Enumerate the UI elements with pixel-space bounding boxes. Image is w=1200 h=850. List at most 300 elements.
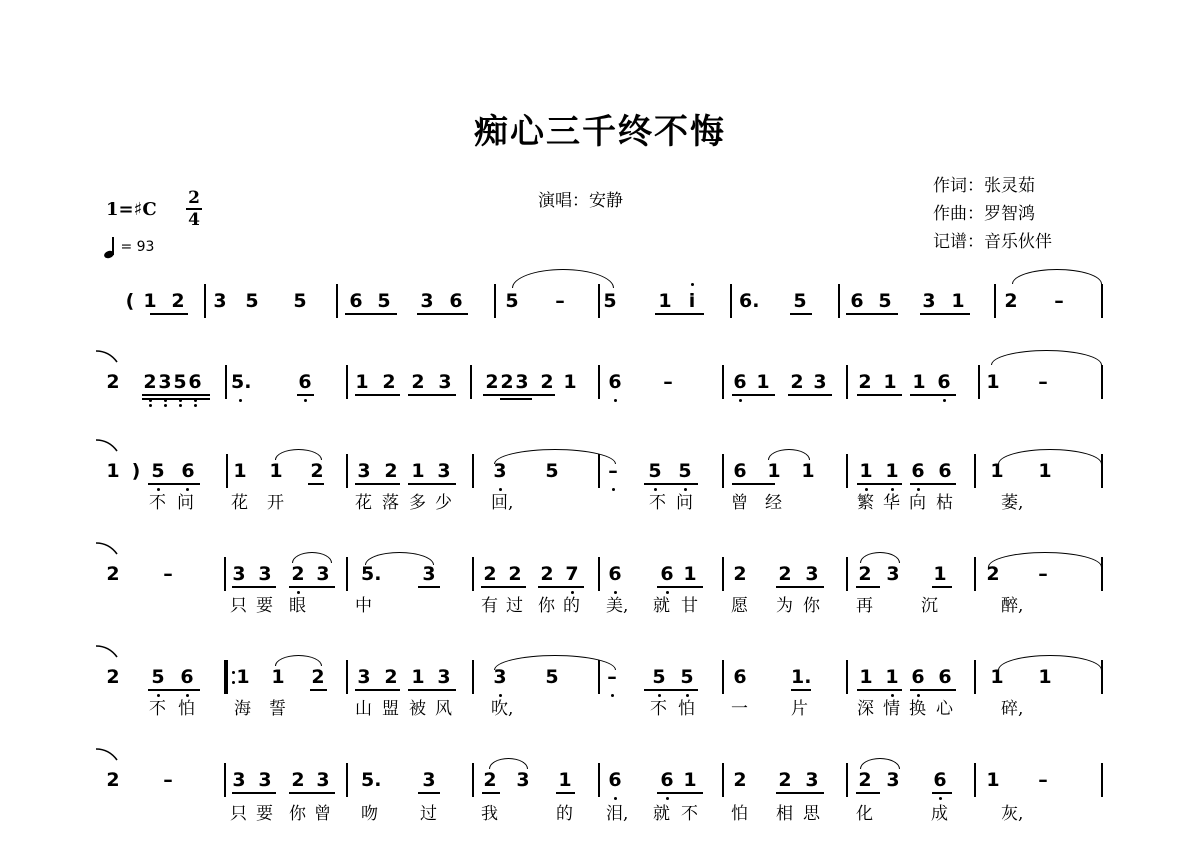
barline xyxy=(722,557,724,591)
note: 1 xyxy=(801,460,815,482)
note: 5 xyxy=(245,290,259,312)
note: 2 xyxy=(778,563,792,585)
barline xyxy=(722,763,724,797)
note: 5 xyxy=(293,290,307,312)
beam-underline xyxy=(910,483,956,485)
note: 3 xyxy=(232,769,246,791)
beam-underline xyxy=(920,313,970,315)
tie-arc xyxy=(860,758,900,769)
note: 2 xyxy=(106,371,120,393)
octave-dot xyxy=(179,404,182,407)
note: 3 xyxy=(805,563,819,585)
lyric-syllable: 风 xyxy=(435,699,452,719)
note: 5 xyxy=(680,666,694,688)
beam-underline xyxy=(776,792,824,794)
time-signature-bottom: 4 xyxy=(188,210,200,230)
note: 6 xyxy=(733,460,747,482)
note: – xyxy=(163,769,173,791)
beam-underline xyxy=(910,689,956,691)
octave-dot xyxy=(614,399,617,402)
beam-underline xyxy=(355,394,400,396)
lyric-syllable: 山 xyxy=(355,699,372,719)
beam-underline xyxy=(644,483,698,485)
beam-underline xyxy=(788,394,832,396)
note: 1 xyxy=(143,290,157,312)
lyric-syllable: 不 xyxy=(649,493,666,513)
octave-dot xyxy=(686,694,689,697)
note: 2 xyxy=(384,666,398,688)
note: 2 xyxy=(485,371,499,393)
note: 3 xyxy=(493,460,507,482)
tie-continuation-hook xyxy=(95,438,121,452)
lyric-syllable: 有 xyxy=(481,596,498,616)
lyric-syllable: 相 xyxy=(776,804,793,824)
note: 7 xyxy=(565,563,579,585)
octave-dot xyxy=(612,488,615,491)
note: – xyxy=(1038,563,1048,585)
octave-dot xyxy=(571,591,574,594)
note: 3 xyxy=(232,563,246,585)
note: – xyxy=(163,563,173,585)
note: 2 xyxy=(311,666,325,688)
lyric-syllable: 一 xyxy=(731,699,748,719)
composer-credit: 作曲：罗智鸿 xyxy=(933,204,1035,224)
lyric-syllable: 吹, xyxy=(491,699,514,719)
beam-underline xyxy=(791,689,811,691)
tie-continuation-hook xyxy=(95,349,121,363)
lyric-syllable: 繁 xyxy=(857,493,874,513)
beam-underline xyxy=(856,586,880,588)
lyric-syllable: 被 xyxy=(409,699,426,719)
note: 2 xyxy=(291,769,305,791)
lyric-syllable: 要 xyxy=(256,804,273,824)
note: 5 xyxy=(545,460,559,482)
beam-underline xyxy=(932,586,952,588)
octave-dot xyxy=(186,488,189,491)
barline xyxy=(346,557,348,591)
lyric-syllable: 回, xyxy=(491,493,514,513)
barline xyxy=(1101,365,1103,399)
note: 2 xyxy=(733,563,747,585)
note: 2 xyxy=(858,769,872,791)
beam-underline xyxy=(408,394,456,396)
note: 3 xyxy=(438,371,452,393)
note: 3 xyxy=(258,563,272,585)
song-title: 痴心三千终不悔 xyxy=(474,112,726,152)
note: 6 xyxy=(660,769,674,791)
note: 1 xyxy=(106,460,120,482)
lyric-syllable: 的 xyxy=(563,596,580,616)
lyric-syllable: 海 xyxy=(234,699,251,719)
note: 5 xyxy=(545,666,559,688)
lyric-syllable: 经 xyxy=(765,493,782,513)
beam-underline xyxy=(232,586,276,588)
lyric-syllable: 泪, xyxy=(606,804,629,824)
barline xyxy=(838,284,840,318)
barline xyxy=(346,660,348,694)
beam-underline xyxy=(142,394,210,396)
lyric-syllable: 醉, xyxy=(1001,596,1024,616)
barline xyxy=(472,763,474,797)
beam-underline xyxy=(932,792,952,794)
note: 6. xyxy=(739,290,760,312)
lyric-syllable: 化 xyxy=(856,804,873,824)
octave-dot xyxy=(891,488,894,491)
note: 2 xyxy=(540,371,554,393)
tie-arc xyxy=(860,552,900,563)
beam-underline xyxy=(857,394,902,396)
octave-dot xyxy=(297,591,300,594)
barline xyxy=(1101,284,1103,318)
note: 6 xyxy=(850,290,864,312)
beam-underline xyxy=(148,483,200,485)
lyric-syllable: 你 xyxy=(803,596,820,616)
octave-dot xyxy=(865,488,868,491)
lyric-syllable: 灰, xyxy=(1001,804,1024,824)
barline xyxy=(978,365,980,399)
note: – xyxy=(555,290,565,312)
lyricist-credit: 作词：张灵茹 xyxy=(933,176,1035,196)
barline xyxy=(346,763,348,797)
note: 2 xyxy=(540,563,554,585)
beam-underline xyxy=(857,483,902,485)
beam-underline xyxy=(289,792,335,794)
lyric-syllable: 的 xyxy=(556,804,573,824)
repeat-barline-thick xyxy=(224,660,228,694)
barline xyxy=(974,454,976,488)
note: 2 xyxy=(778,769,792,791)
note: 3 xyxy=(813,371,827,393)
note: 1 xyxy=(951,290,965,312)
note: 2 xyxy=(291,563,305,585)
octave-dot xyxy=(917,694,920,697)
barline xyxy=(336,284,338,318)
note: 2 xyxy=(310,460,324,482)
note: 6 xyxy=(660,563,674,585)
octave-dot xyxy=(149,399,152,402)
barline xyxy=(225,365,227,399)
beam-underline xyxy=(418,792,440,794)
note: 2 xyxy=(384,460,398,482)
note: 3 xyxy=(422,769,436,791)
lyric-syllable: 你 xyxy=(538,596,555,616)
note: 6 xyxy=(911,666,925,688)
note: 1 xyxy=(411,460,425,482)
note: – xyxy=(608,460,618,482)
barline xyxy=(846,763,848,797)
beam-underline xyxy=(232,792,276,794)
lyric-syllable: 就 xyxy=(653,596,670,616)
note: 1 xyxy=(233,460,247,482)
note: – xyxy=(1038,371,1048,393)
lyric-syllable: 问 xyxy=(676,493,693,513)
barline xyxy=(598,763,600,797)
note: 6 xyxy=(933,769,947,791)
note: 1 xyxy=(756,371,770,393)
octave-dot xyxy=(658,694,661,697)
lyric-syllable: 不 xyxy=(681,804,698,824)
note: 6 xyxy=(181,460,195,482)
tempo-value: = 93 xyxy=(120,239,155,255)
lyric-syllable: 曾 xyxy=(731,493,748,513)
beam-underline xyxy=(776,586,824,588)
barline xyxy=(204,284,206,318)
octave-dot xyxy=(891,694,894,697)
octave-dot xyxy=(194,399,197,402)
note: 3 xyxy=(316,769,330,791)
note: 1 xyxy=(269,460,283,482)
octave-dot xyxy=(194,404,197,407)
lyric-syllable: 我 xyxy=(481,804,498,824)
tie-arc xyxy=(494,655,616,670)
beam-underline xyxy=(732,483,775,485)
tie-arc xyxy=(768,449,810,460)
note: 6 xyxy=(180,666,194,688)
beam-underline xyxy=(408,483,456,485)
octave-dot xyxy=(939,797,942,800)
lyric-syllable: 花 xyxy=(231,493,248,513)
note: 1 xyxy=(1038,666,1052,688)
tie-arc xyxy=(991,350,1102,365)
note: 3 xyxy=(886,563,900,585)
lyric-syllable: 愿 xyxy=(731,596,748,616)
lyric-syllable: 就 xyxy=(653,804,670,824)
note: 1 xyxy=(986,371,1000,393)
tie-arc xyxy=(365,552,434,565)
lyric-syllable: 美, xyxy=(606,596,629,616)
beam-underline xyxy=(655,313,704,315)
beam-underline xyxy=(657,792,703,794)
lyric-syllable: 要 xyxy=(256,596,273,616)
beam-underline xyxy=(417,313,468,315)
barline xyxy=(346,365,348,399)
lyric-syllable: 落 xyxy=(382,493,399,513)
barline xyxy=(1101,557,1103,591)
note: 1 xyxy=(767,460,781,482)
tie-continuation-hook xyxy=(95,644,121,658)
note: 5. xyxy=(361,563,382,585)
note: 6 xyxy=(938,666,952,688)
beam-underline xyxy=(857,689,902,691)
note: 3 xyxy=(886,769,900,791)
note: 6 xyxy=(608,769,622,791)
lyric-syllable: 不 xyxy=(650,699,667,719)
barline xyxy=(226,454,228,488)
note: 5 xyxy=(603,290,617,312)
note: 2 xyxy=(483,769,497,791)
note: 2 xyxy=(411,371,425,393)
lyric-syllable: 不 xyxy=(149,699,166,719)
note: 1 xyxy=(912,371,926,393)
note: 1 xyxy=(885,666,899,688)
note: 1 xyxy=(933,563,947,585)
note: 3 xyxy=(805,769,819,791)
note: 1 xyxy=(859,460,873,482)
note: 2 xyxy=(1004,290,1018,312)
barline xyxy=(722,454,724,488)
note: 1 xyxy=(236,666,250,688)
note: 3 xyxy=(493,666,507,688)
note: 5 xyxy=(151,666,165,688)
note: ) xyxy=(131,460,141,482)
note: 1 xyxy=(411,666,425,688)
tie-arc xyxy=(988,552,1102,567)
barline xyxy=(1101,660,1103,694)
barline xyxy=(974,557,976,591)
barline xyxy=(598,557,600,591)
beam-underline xyxy=(310,689,327,691)
note: 5 xyxy=(652,666,666,688)
note: 1 xyxy=(558,769,572,791)
note: – xyxy=(1054,290,1064,312)
note: 2 xyxy=(733,769,747,791)
lyric-syllable: 盟 xyxy=(382,699,399,719)
octave-dot xyxy=(691,283,694,286)
barline xyxy=(470,365,472,399)
note: 3 xyxy=(158,371,172,393)
note: 3 xyxy=(258,769,272,791)
beam-underline xyxy=(297,394,314,396)
key-signature: 1=♯C xyxy=(106,199,157,220)
barline xyxy=(730,284,732,318)
octave-dot xyxy=(149,404,152,407)
lyric-syllable: 开 xyxy=(267,493,284,513)
tie-continuation-hook xyxy=(95,541,121,555)
note: 1 xyxy=(563,371,577,393)
note: 1 xyxy=(885,460,899,482)
note: 2 xyxy=(483,563,497,585)
lyric-syllable: 怕 xyxy=(678,699,695,719)
octave-dot xyxy=(943,399,946,402)
lyric-syllable: 情 xyxy=(883,699,900,719)
note: 6 xyxy=(608,371,622,393)
lyric-syllable: 为 xyxy=(776,596,793,616)
tie-arc xyxy=(275,449,322,460)
beam-underline xyxy=(148,689,200,691)
octave-dot xyxy=(684,488,687,491)
note: 6 xyxy=(188,371,202,393)
beam-underline xyxy=(482,792,500,794)
tie-arc xyxy=(512,269,614,288)
barline xyxy=(846,557,848,591)
note: 5 xyxy=(173,371,187,393)
lyric-syllable: 沉 xyxy=(921,596,938,616)
note: 5 xyxy=(505,290,519,312)
beam-underline xyxy=(910,394,956,396)
note: 3 xyxy=(316,563,330,585)
barline xyxy=(494,284,496,318)
note: 6 xyxy=(349,290,363,312)
octave-dot xyxy=(186,694,189,697)
octave-dot xyxy=(654,488,657,491)
tie-arc xyxy=(998,449,1102,464)
barline xyxy=(846,365,848,399)
note: 1 xyxy=(990,460,1004,482)
note: 3 xyxy=(357,460,371,482)
note: 6 xyxy=(938,460,952,482)
note: 5 xyxy=(878,290,892,312)
lyric-syllable: 片 xyxy=(791,699,808,719)
repeat-dot xyxy=(232,681,235,684)
octave-dot xyxy=(739,399,742,402)
tie-arc xyxy=(1012,269,1102,284)
barline xyxy=(1101,763,1103,797)
octave-dot xyxy=(239,399,242,402)
octave-dot xyxy=(164,404,167,407)
note: 2 xyxy=(508,563,522,585)
note: 1 xyxy=(683,563,697,585)
barline xyxy=(346,454,348,488)
note: – xyxy=(663,371,673,393)
barline xyxy=(224,763,226,797)
note: 5 xyxy=(648,460,662,482)
note: 2 xyxy=(171,290,185,312)
note: 1 xyxy=(1038,460,1052,482)
octave-dot xyxy=(917,488,920,491)
note: 2 xyxy=(858,563,872,585)
note: 6 xyxy=(911,460,925,482)
note: 1 xyxy=(658,290,672,312)
lyric-syllable: 只 xyxy=(230,804,247,824)
note: 6 xyxy=(733,371,747,393)
beam-underline xyxy=(732,394,775,396)
octave-dot xyxy=(499,488,502,491)
note: 2 xyxy=(106,666,120,688)
note: 3 xyxy=(516,769,530,791)
octave-dot xyxy=(179,399,182,402)
note: 2 xyxy=(790,371,804,393)
beam-underline xyxy=(790,313,812,315)
lyric-syllable: 吻 xyxy=(361,804,378,824)
lyric-syllable: 少 xyxy=(435,493,452,513)
tie-continuation-hook xyxy=(95,747,121,761)
beam-underline xyxy=(846,313,898,315)
note: 6 xyxy=(733,666,747,688)
lyric-syllable: 曾 xyxy=(314,804,331,824)
note: ( xyxy=(125,290,135,312)
beam-underline xyxy=(500,398,532,400)
note: 5 xyxy=(793,290,807,312)
lyric-syllable: 中 xyxy=(355,596,372,616)
note: 2 xyxy=(858,371,872,393)
note: 2 xyxy=(106,769,120,791)
note: 3 xyxy=(357,666,371,688)
note: 1. xyxy=(791,666,812,688)
lyric-syllable: 深 xyxy=(857,699,874,719)
octave-dot xyxy=(499,694,502,697)
octave-dot xyxy=(666,797,669,800)
lyric-syllable: 你 xyxy=(289,804,306,824)
note: 3 xyxy=(213,290,227,312)
lyric-syllable: 心 xyxy=(936,699,953,719)
note: 2 xyxy=(106,563,120,585)
barline xyxy=(846,660,848,694)
lyric-syllable: 华 xyxy=(883,493,900,513)
tie-arc xyxy=(494,449,616,464)
tie-arc xyxy=(998,655,1102,670)
beam-underline xyxy=(355,689,400,691)
tie-arc xyxy=(292,552,332,563)
note: 2 xyxy=(382,371,396,393)
note: 2 xyxy=(986,563,1000,585)
singer-credit: 演唱：安静 xyxy=(538,191,623,211)
note: 1 xyxy=(990,666,1004,688)
lyric-syllable: 怕 xyxy=(178,699,195,719)
note: 6 xyxy=(608,563,622,585)
lyric-syllable: 花 xyxy=(355,493,372,513)
barline xyxy=(974,660,976,694)
octave-dot xyxy=(304,399,307,402)
